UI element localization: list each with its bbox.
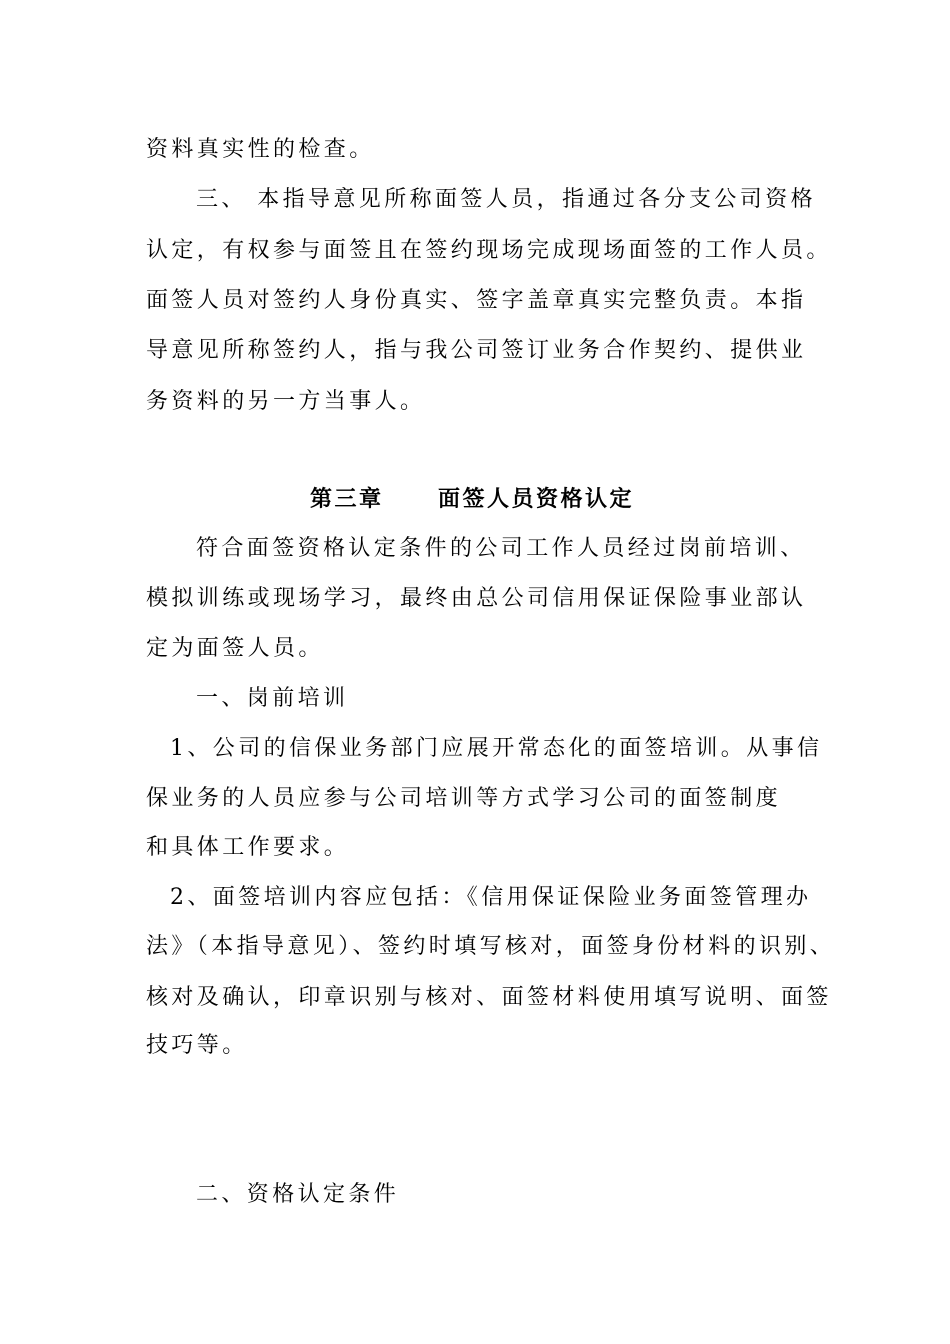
list-item-line: 和具体工作要求。 [146, 835, 350, 860]
chapter-title: 面签人员资格认定 [438, 486, 635, 512]
subsection-heading: 一、岗前培训 [196, 686, 349, 711]
subsection-heading: 二、资格认定条件 [196, 1182, 400, 1207]
list-item-line: 1、公司的信保业务部门应展开常态化的面签培训。从事信 [170, 736, 823, 761]
paragraph-line: 模拟训练或现场学习，最终由总公司信用保证保险事业部认 [146, 586, 807, 611]
list-item-line: 2、面签培训内容应包括：《信用保证保险业务面签管理办 [170, 885, 812, 910]
list-item-line: 技巧等。 [146, 1033, 248, 1058]
paragraph-line: 导意见所称签约人，指与我公司签订业务合作契约、提供业 [146, 338, 807, 363]
paragraph-line: 面签人员对签约人身份真实、签字盖章真实完整负责。本指 [146, 288, 807, 313]
list-item-line: 法》（本指导意见）、签约时填写核对，面签身份材料的识别、 [146, 934, 836, 959]
paragraph-line: 符合面签资格认定条件的公司工作人员经过岗前培训、 [196, 536, 806, 561]
paragraph-line: 认定，有权参与面签且在签约现场完成现场面签的工作人员。 [146, 238, 832, 263]
list-item-line: 核对及确认，印章识别与核对、面签材料使用填写说明、面签 [146, 985, 832, 1010]
paragraph-line: 三、 本指导意见所称面签人员，指通过各分支公司资格 [196, 187, 816, 212]
paragraph-line: 定为面签人员。 [146, 636, 324, 661]
chapter-number: 第三章 [310, 486, 384, 512]
list-item-line: 保业务的人员应参与公司培训等方式学习公司的面签制度 [146, 786, 782, 811]
paragraph-line: 务资料的另一方当事人。 [146, 389, 426, 414]
paragraph-line: 资料真实性的检查。 [146, 137, 375, 162]
